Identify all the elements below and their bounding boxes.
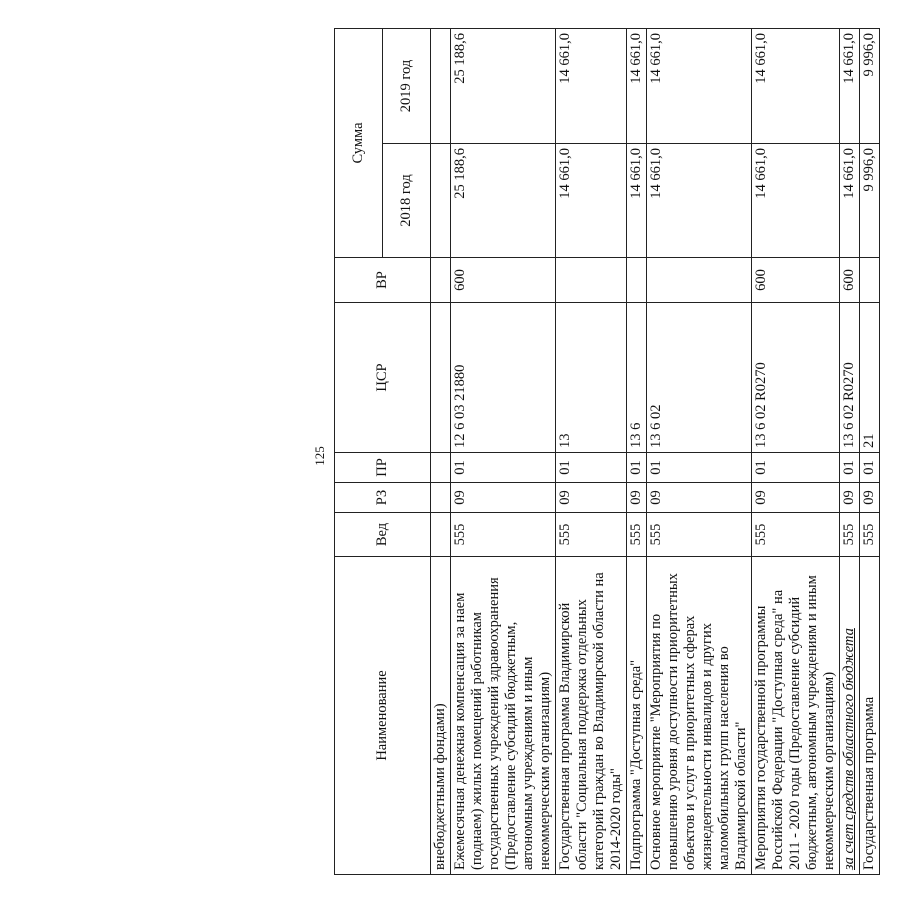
row-rz: 09 bbox=[840, 483, 860, 513]
row-ved bbox=[431, 513, 451, 557]
table-row bbox=[860, 29, 880, 875]
row-csr bbox=[431, 303, 451, 453]
header-2019: 2019 год bbox=[383, 29, 431, 144]
row-pr: 01 bbox=[647, 453, 752, 483]
row-name: за счет средств областного бюджета bbox=[840, 557, 860, 875]
row-vr bbox=[647, 258, 752, 303]
row-sum-2018: 25 188,6 bbox=[451, 144, 556, 258]
row-vr bbox=[431, 258, 451, 303]
row-name: Государственная программа Владимирской области "Социальная поддержка отдельных категорий граждан во Владимирской области на 2014-2020 годы" bbox=[556, 557, 627, 875]
row-sum-2019 bbox=[431, 29, 451, 144]
row-sum-2019: 25 188,6 bbox=[451, 29, 556, 144]
row-name: внебюджетными фондами) bbox=[431, 557, 451, 875]
row-vr: 600 bbox=[840, 258, 860, 303]
row-sum-2018: 14 661,0 bbox=[627, 144, 647, 258]
row-vr bbox=[627, 258, 647, 303]
row-rz bbox=[431, 483, 451, 513]
header-vr: ВР bbox=[335, 258, 431, 303]
row-ved: 555 bbox=[647, 513, 752, 557]
row-csr: 13 6 02 bbox=[647, 303, 752, 453]
row-ved: 555 bbox=[556, 513, 627, 557]
row-sum-2019: 14 661,0 bbox=[647, 29, 752, 144]
row-sum-2018: 14 661,0 bbox=[556, 144, 627, 258]
row-rz: 09 bbox=[556, 483, 627, 513]
row-name: Мероприятия государственной программы Российской Федерации "Доступная среда" на 2011 - 2020 годы (Предоставление субсидий бюджетным, автономным учреждениям и иным некоммерческим организациям) bbox=[752, 557, 840, 875]
header-csr: ЦСР bbox=[335, 303, 431, 453]
row-ved: 555 bbox=[752, 513, 840, 557]
row-name: Государственная программа bbox=[860, 557, 880, 875]
row-ved: 555 bbox=[451, 513, 556, 557]
header-name: Наименование bbox=[335, 557, 431, 875]
row-csr: 13 6 02 R0270 bbox=[840, 303, 860, 453]
row-sum-2019: 14 661,0 bbox=[752, 29, 840, 144]
row-rz: 09 bbox=[451, 483, 556, 513]
budget-table bbox=[334, 28, 880, 875]
row-pr: 01 bbox=[627, 453, 647, 483]
row-sum-2019: 14 661,0 bbox=[840, 29, 860, 144]
row-rz: 09 bbox=[627, 483, 647, 513]
row-rz: 09 bbox=[860, 483, 880, 513]
row-sum-2018: 14 661,0 bbox=[647, 144, 752, 258]
header-ved: Вед bbox=[335, 513, 431, 557]
row-sum-2018: 14 661,0 bbox=[840, 144, 860, 258]
row-sum-2018: 9 996,0 bbox=[860, 144, 880, 258]
row-sum-2019: 9 996,0 bbox=[860, 29, 880, 144]
row-csr: 13 6 02 R0270 bbox=[752, 303, 840, 453]
row-csr: 13 bbox=[556, 303, 627, 453]
row-name: Основное мероприятие "Мероприятия по повышению уровня доступности приоритетных объектов и услуг в приоритетных сферах жизнедеятельности инвалидов и других маломобильных групп населения во Владимирской области" bbox=[647, 557, 752, 875]
row-rz: 09 bbox=[647, 483, 752, 513]
table-body bbox=[431, 29, 880, 875]
header-sum: Сумма bbox=[335, 29, 383, 258]
row-name: Подпрограмма "Доступная среда" bbox=[627, 557, 647, 875]
table-row bbox=[431, 29, 451, 875]
row-name: Ежемесячная денежная компенсация за наем (поднаем) жилых помещений работникам государственных учреждений здравоохранения (Предоставление субсидий бюджетным, автономным учреждениям и иным некоммерческим организациям) bbox=[451, 557, 556, 875]
row-rz: 09 bbox=[752, 483, 840, 513]
row-ved: 555 bbox=[840, 513, 860, 557]
row-vr bbox=[556, 258, 627, 303]
row-csr: 12 6 03 21880 bbox=[451, 303, 556, 453]
row-pr bbox=[431, 453, 451, 483]
table-row bbox=[556, 29, 627, 875]
row-ved: 555 bbox=[860, 513, 880, 557]
header-pr: ПР bbox=[335, 453, 431, 483]
row-pr: 01 bbox=[556, 453, 627, 483]
rotated-sheet bbox=[334, 29, 924, 875]
row-sum-2018 bbox=[431, 144, 451, 258]
row-sum-2019: 14 661,0 bbox=[556, 29, 627, 144]
header-rz: РЗ bbox=[335, 483, 431, 513]
row-pr: 01 bbox=[752, 453, 840, 483]
table-header bbox=[335, 29, 431, 875]
page-number: 125 bbox=[311, 446, 327, 466]
table-row bbox=[647, 29, 752, 875]
row-vr bbox=[860, 258, 880, 303]
row-pr: 01 bbox=[840, 453, 860, 483]
row-pr: 01 bbox=[860, 453, 880, 483]
row-ved: 555 bbox=[627, 513, 647, 557]
row-csr: 13 6 bbox=[627, 303, 647, 453]
table-row bbox=[451, 29, 556, 875]
row-sum-2019: 14 661,0 bbox=[627, 29, 647, 144]
row-sum-2018: 14 661,0 bbox=[752, 144, 840, 258]
header-2018: 2018 год bbox=[383, 144, 431, 258]
row-csr: 21 bbox=[860, 303, 880, 453]
table-row bbox=[752, 29, 840, 875]
row-pr: 01 bbox=[451, 453, 556, 483]
row-vr: 600 bbox=[752, 258, 840, 303]
table-row bbox=[840, 29, 860, 875]
row-vr: 600 bbox=[451, 258, 556, 303]
table-row bbox=[627, 29, 647, 875]
